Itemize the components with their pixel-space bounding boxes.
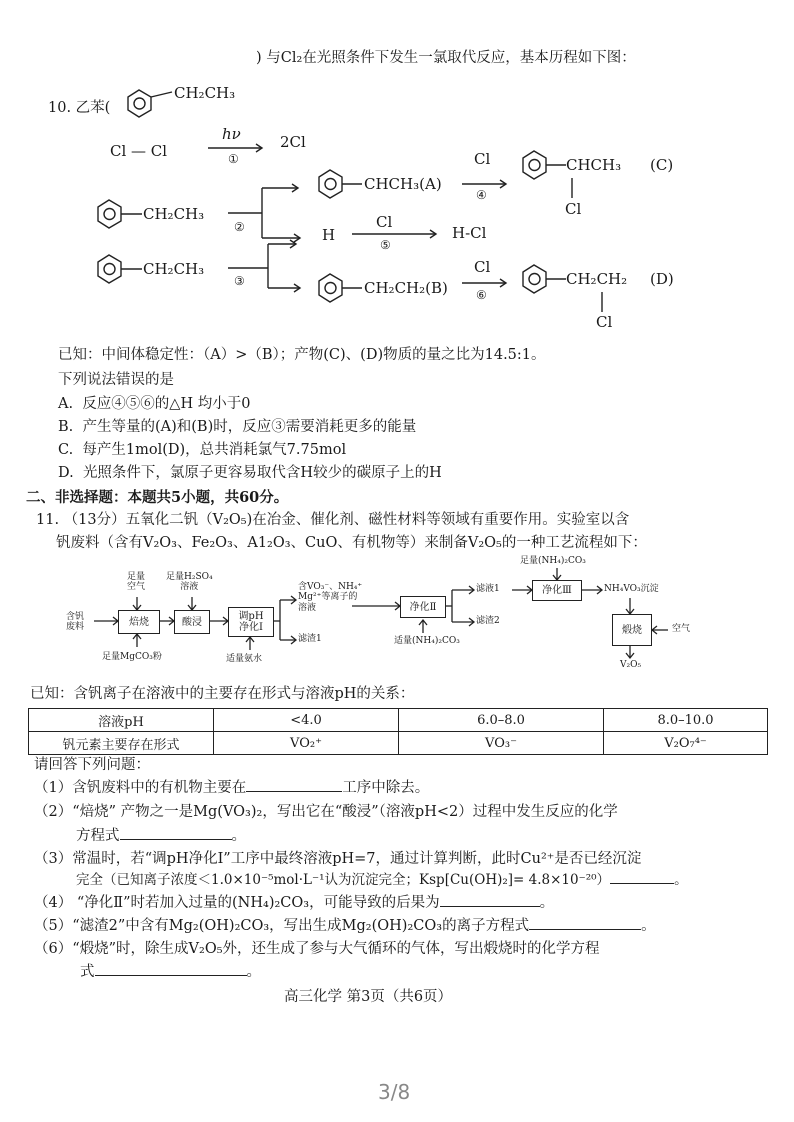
answer-blank[interactable]	[610, 883, 674, 884]
answer-blank[interactable]	[95, 975, 247, 976]
product-d-cl: Cl	[596, 313, 613, 331]
table-cell: 钒元素主要存在形式	[29, 732, 214, 755]
flow-calcine-box: 煅烧	[612, 614, 652, 646]
table-cell: VO₂⁺	[214, 732, 399, 755]
q11-sub5: （5）“滤渣2”中含有Mg₂(OH)₂CO₃，写出生成Mg₂(OH)₂CO₃的离子方程式 。	[34, 918, 656, 934]
product-d-chain: CH₂CH₂	[566, 270, 628, 288]
q11-sub6b: 式 。	[80, 964, 261, 980]
flow-adjust-ph-box: 调pH 净化Ⅰ	[228, 607, 274, 637]
q10-known: 已知：中间体稳定性：（A）>（B）；产物(C)、(D)物质的量之比为14.5:1。	[58, 347, 546, 363]
answer-blank[interactable]	[440, 906, 540, 907]
answer-blank[interactable]	[529, 929, 641, 930]
page-footer: 高三化学 第3页（共6页）	[284, 989, 453, 1005]
q10-option-b: B. 产生等量的(A)和(B)时，反应③需要消耗更多的能量	[58, 419, 417, 435]
cl-radicals: 2Cl	[280, 133, 306, 151]
q11-table-intro: 已知：含钒离子在溶液中的主要存在形式与溶液pH的关系：	[30, 686, 415, 702]
q10-question: 下列说法错误的是	[58, 372, 174, 388]
page-indicator: 3/8	[378, 1080, 411, 1104]
q11-sub1: （1）含钒废料中的有机物主要在 工序中除去。	[34, 780, 430, 796]
q11-answer-intro: 请回答下列问题：	[34, 757, 150, 773]
hv-condition: hν	[222, 125, 241, 143]
table-cell: V₂O₇⁴⁻	[604, 732, 768, 755]
step-2-num: ②	[234, 220, 245, 234]
flow-nh4vo3: NH₄VO₃沉淀	[604, 584, 659, 594]
q10-intro-suffix: ) 与Cl₂在光照条件下发生一氯取代反应，基本历程如下图：	[256, 50, 636, 66]
flow-ammonium-carbonate: 适量(NH₄)₂CO₃	[394, 636, 460, 646]
step-6-reagent: Cl	[474, 258, 491, 276]
product-c-chain: CHCH₃	[566, 156, 622, 174]
flow-v2o5: V₂O₅	[620, 660, 642, 670]
q10-option-c: C. 每产生1mol(D)，总共消耗氯气7.75mol	[58, 442, 347, 458]
flow-raw-material: 含钒 废料	[66, 612, 85, 633]
section-2-heading: 二、非选择题：本题共5小题，共60分。	[26, 489, 289, 506]
flow-mgco3: 足量MgCO₃粉	[102, 652, 162, 662]
q11-sub2b: 方程式 。	[76, 828, 246, 844]
cl2-molecule: Cl — Cl	[110, 142, 168, 160]
table-cell: 6.0–8.0	[399, 709, 604, 732]
q11-sub3b: 完全（已知离子浓度＜1.0×10⁻⁵mol·L⁻¹认为沉淀完全；Ksp[Cu(OH)₂]= 4.8×10⁻²⁰） 。	[76, 872, 688, 888]
flow-air-right: 空气	[672, 624, 691, 634]
q11-line1: 11. （13分）五氧化二钒（V₂O₅)在冶金、催化剂、磁性材料等领域有重要作用。实验室以含	[36, 512, 630, 528]
answer-blank[interactable]	[246, 791, 342, 792]
q11-sub3a: （3）常温时，若“调pH净化Ⅰ”工序中最终溶液pH=7，通过计算判断，此时Cu²⁺是否已经沉淀	[34, 851, 642, 867]
product-c-tag: (C)	[650, 156, 674, 174]
table-cell: VO₃⁻	[399, 732, 604, 755]
intermediate-a: CHCH₃(A)	[364, 175, 442, 193]
step-4-reagent: Cl	[474, 150, 491, 168]
ethylbenzene-label-2: CH₂CH₃	[143, 260, 205, 278]
answer-blank[interactable]	[120, 839, 232, 840]
h-radical: H	[322, 226, 336, 244]
flow-residue-1: 滤渣1	[298, 634, 322, 644]
table-row	[29, 709, 768, 732]
flow-purify-3-box: 净化Ⅲ	[532, 580, 582, 601]
q10-option-d: D. 光照条件下，氯原子更容易取代含H较少的碳原子上的H	[58, 465, 442, 481]
product-d-tag: (D)	[650, 270, 674, 288]
table-cell: 溶液pH	[29, 709, 214, 732]
intermediate-b: CH₂CH₂(B)	[364, 279, 448, 297]
flow-purify-2-box: 净化Ⅱ	[400, 596, 446, 618]
product-c-cl: Cl	[565, 200, 582, 218]
flow-ammonia: 适量氨水	[226, 654, 263, 664]
table-cell: 8.0–10.0	[604, 709, 768, 732]
step-6-num: ⑥	[476, 288, 487, 302]
ethylbenzene-label-1: CH₂CH₃	[143, 205, 205, 223]
flow-air-top: 足量 空气	[127, 572, 146, 593]
step-5-num: ⑤	[380, 238, 391, 252]
q11-sub4: （4） “净化Ⅱ”时若加入过量的(NH₄)₂CO₃，可能导致的后果为 。	[34, 895, 555, 911]
flow-enough-ammonium-carbonate: 足量(NH₄)₂CO₃	[520, 556, 586, 566]
step-4-num: ④	[476, 188, 487, 202]
step-5-reagent: Cl	[376, 213, 393, 231]
q10-option-a: A. 反应④⑤⑥的△H 均小于0	[58, 396, 251, 412]
flow-acid-leach-box: 酸浸	[174, 610, 210, 634]
q11-sub2a: （2）“焙烧” 产物之一是Mg(VO₃)₂，写出它在“酸浸”（溶液pH<2）过程中发生反应的化学	[34, 804, 618, 820]
flow-filtrate-1: 滤液1	[476, 584, 500, 594]
table-cell: <4.0	[214, 709, 399, 732]
step-3-num: ③	[234, 274, 245, 288]
flow-roast-box: 焙烧	[118, 610, 160, 634]
vanadium-ph-table	[28, 708, 768, 755]
hcl-product: H-Cl	[452, 224, 487, 242]
q10-intro: 10. 乙苯(	[48, 100, 111, 116]
q11-line2: 钒废料（含有V₂O₃、Fe₂O₃、A1₂O₃、CuO、有机物等）来制备V₂O₅的一种工艺流程如下：	[56, 535, 647, 551]
flow-solution: 含VO₃⁻、NH₄⁺ Mg²⁺等离子的 溶液	[298, 582, 363, 613]
q11-sub6a: （6）“煅烧”时，除生成V₂O₅外，还生成了参与大气循环的气体，写出煅烧时的化学方程	[34, 941, 600, 957]
flow-residue-2: 滤渣2	[476, 616, 500, 626]
flow-acid-top: 足量H₂SO₄ 溶液	[166, 572, 213, 593]
q10-intro-group: CH₂CH₃	[174, 84, 236, 102]
step-1-num: ①	[228, 152, 239, 166]
table-row	[29, 732, 768, 755]
